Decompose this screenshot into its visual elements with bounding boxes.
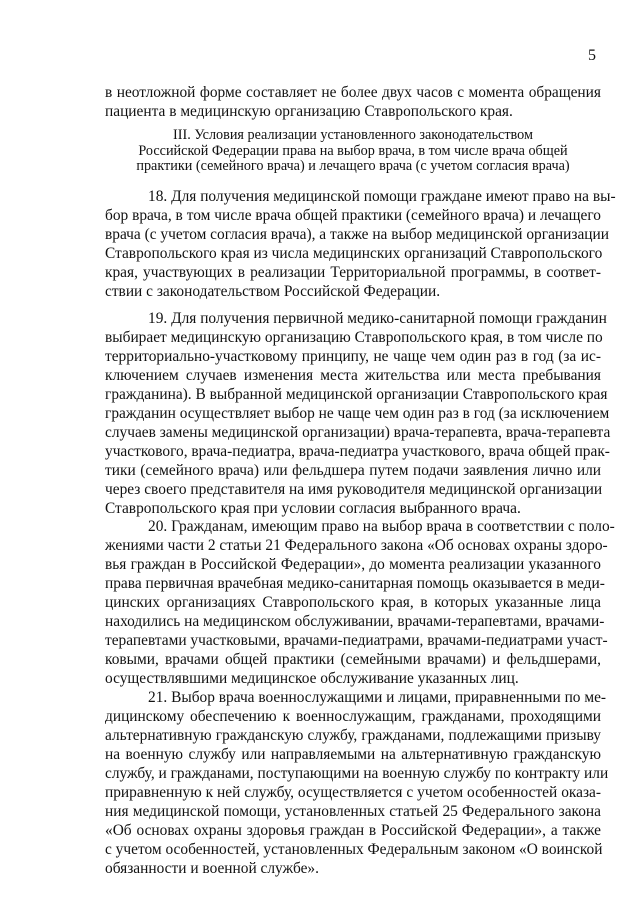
text-line: права первичная врачебная медико-санитарная помощь оказывается в меди- [105,575,605,592]
text-line: цинских организациях Ставропольского края, в которых указанные лица [105,594,601,611]
text-line: ключением случаев изменения места жительства или места пребывания [105,367,601,384]
text-line: вья граждан в Российской Федерации», до момента реализации указанного [105,556,601,573]
text-line: тики (семейного врача) или фельдшера путем подачи заявления лично или [105,462,601,479]
text-line: в неотложной форме составляет не более двух часов с момента обращения [105,84,601,101]
text-line: осуществлявшими медицинское обслуживание указанных лиц. [105,670,519,687]
text-line: 20. Гражданам, имеющим право на выбор врача в соответствии с поло- [148,518,615,535]
text-line: Ставропольского края из числа медицинских организаций Ставропольского [105,245,603,262]
text-line: ковыми, врачами общей практики (семейными врачами) и фельдшерами, [105,651,601,668]
text-line: на военную службу или направляемыми на альтернативную гражданскую [105,746,601,763]
text-line: 19. Для получения первичной медико-санитарной помощи гражданин [148,310,607,327]
page-number: 5 [588,47,596,64]
text-line: жениями части 2 статьи 21 Федерального закона «Об основах охраны здоро- [105,537,608,554]
heading-line: практики (семейного врача) и лечащего врача (с учетом согласия врача) [136,158,570,174]
text-line: Ставропольского края при условии согласия выбранного врача. [105,500,521,517]
section-heading [105,128,601,175]
text-line: пациента в медицинскую организацию Ставропольского края. [105,103,513,120]
text-line: выбирает медицинскую организацию Ставропольского края, в том числе по [105,329,603,346]
text-line: «Об основах охраны здоровья граждан в Российской Федерации», а также [105,822,601,839]
intro-text [105,83,601,121]
text-line: ствии с законодательством Российской Федерации. [105,283,441,300]
paragraph-21 [105,688,609,878]
text-line: обязанности и военной службе». [105,860,319,877]
text-line: участкового, врача-педиатра, врача-педиатра участкового, врача общей прак- [105,443,610,460]
text-line: терапевтами участковыми, врачами-педиатрами, врачами-педиатрами участ- [105,632,608,649]
text-line: гражданина). В выбранной медицинской организации Ставропольского края [105,386,608,403]
text-line: находились на медицинском обслуживании, врачами-терапевтами, врачами- [105,613,605,630]
text-line: ния медицинской помощи, установленных статьей 25 Федерального закона [105,803,601,820]
text-line: приравненную к ней службу, осуществляется с учетом особенностей оказа- [105,784,601,801]
paragraph-19 [105,309,611,518]
heading-line: III. Условия реализации установленного законодательством [173,127,533,143]
text-line: альтернативную гражданскую службу, гражданами, подлежащими призыву [105,727,601,744]
text-line: гражданин осуществляет выбор не чаще чем один раз в год (за исключением [105,405,610,422]
text-line: с учетом особенностей, установленных Федеральным законом «О воинской [105,841,603,858]
text-line: бор врача, в том числе врача общей практики (семейного врача) и лечащего [105,207,601,224]
text-line: службу, и гражданами, поступающими на военную службу по контракту или [105,765,609,782]
text-line: территориально-участковому принципу, не чаще чем один раз в год (за ис- [105,348,601,365]
paragraph-18 [105,187,616,301]
text-line: врача (с учетом согласия врача), а также на выбор медицинской организации [105,226,609,243]
text-line: 18. Для получения медицинской помощи граждане имеют право на вы- [148,188,616,205]
text-line: дицинскому обеспечению к военнослужащим, гражданами, проходящими [105,708,601,725]
text-line: через своего представителя на имя руководителя медицинской организации [105,481,603,498]
paragraph-20 [105,517,615,688]
text-line: 21. Выбор врача военнослужащими и лицами, приравненными по ме- [148,689,607,706]
text-line: края, участвующих в реализации Территориальной программы, в соответ- [105,264,601,281]
text-line: случаев замены медицинской организации) врача-терапевта, врача-терапевта [105,424,611,441]
heading-line: Российской Федерации права на выбор врача, в том числе врача общей [138,142,568,159]
